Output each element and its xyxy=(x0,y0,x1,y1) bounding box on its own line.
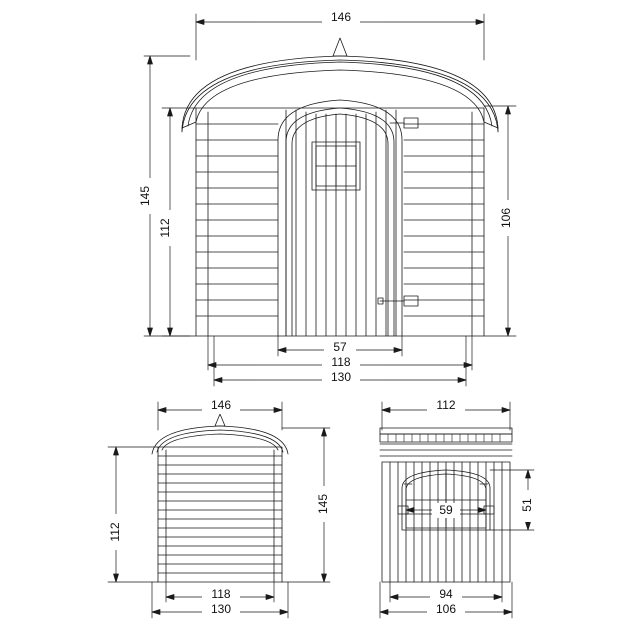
rear-elevation-view xyxy=(108,402,330,618)
front-door-hinges xyxy=(378,118,418,306)
label-front-base-width: 130 xyxy=(330,370,352,385)
label-side-roof-depth: 112 xyxy=(436,398,456,413)
label-front-door-width: 57 xyxy=(333,340,347,355)
label-front-total-height: 145 xyxy=(138,185,153,207)
label-rear-wall-width: 118 xyxy=(211,587,231,602)
side-window xyxy=(398,470,494,530)
rear-siding xyxy=(158,456,282,573)
label-front-wall-height: 112 xyxy=(158,218,173,238)
label-side-window-height: 51 xyxy=(520,498,535,512)
front-elevation-view xyxy=(144,14,516,386)
label-rear-roof-width: 146 xyxy=(210,398,232,413)
side-roof xyxy=(380,428,512,456)
label-rear-wall-height: 112 xyxy=(108,522,123,542)
rear-roof xyxy=(152,414,288,454)
label-front-roof-width: 146 xyxy=(330,10,352,25)
label-side-window-width: 59 xyxy=(439,503,453,518)
label-side-wall-depth: 94 xyxy=(439,587,453,602)
rear-wall-outline xyxy=(158,447,282,582)
label-side-base-depth: 106 xyxy=(435,602,457,617)
label-front-right-height: 106 xyxy=(499,207,514,229)
front-door-planks xyxy=(286,110,396,336)
front-roof xyxy=(182,38,498,132)
label-rear-total-height: 145 xyxy=(316,493,331,515)
label-front-wall-width: 118 xyxy=(331,355,351,370)
label-rear-base-width: 130 xyxy=(210,602,232,617)
